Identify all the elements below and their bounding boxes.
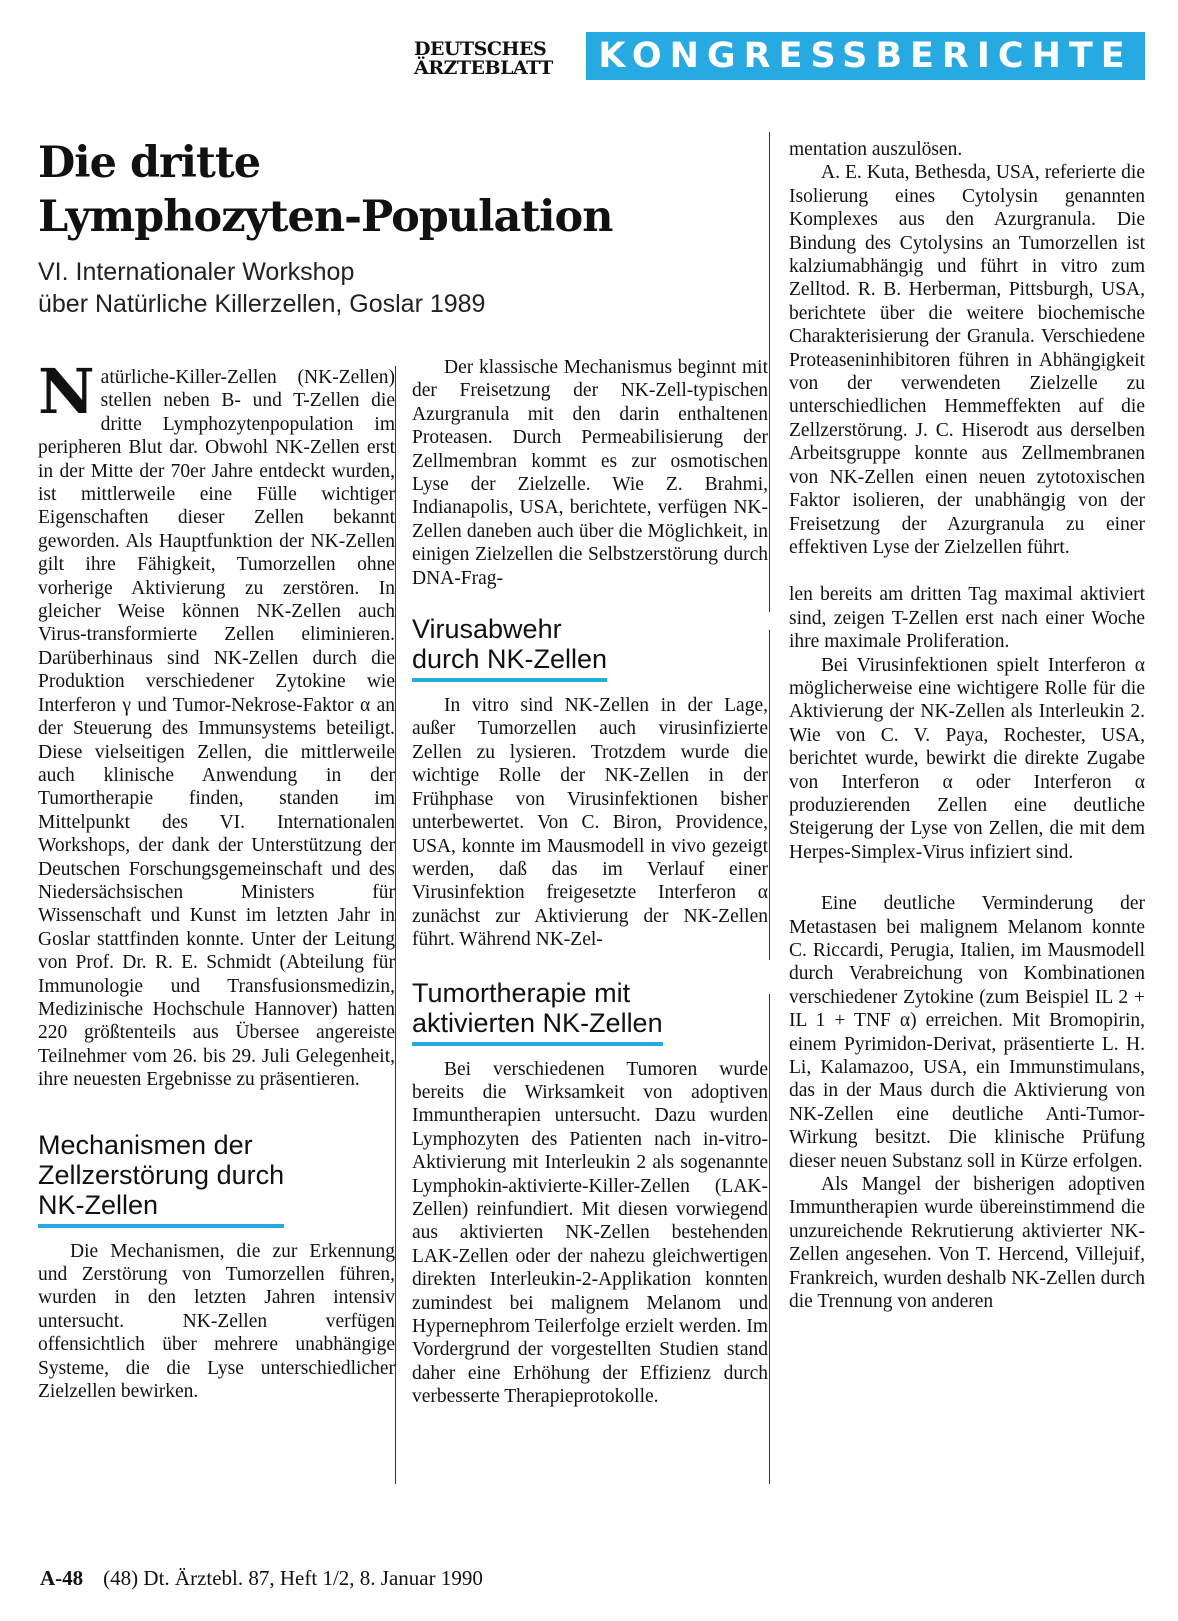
subtitle-line1: VI. Internationaler Workshop (38, 258, 355, 286)
title-line2: Lymphozyten-Population (38, 192, 613, 242)
heading-virusabwehr: Virusabwehr durch NK-Zellen (412, 614, 607, 682)
page-number: A-48 (40, 1566, 84, 1590)
column-2 (412, 356, 768, 1409)
masthead-line1: DEUTSCHES (414, 38, 547, 60)
citation: (48) Dt. Ärztebl. 87, Heft 1/2, 8. Januar 1990 (103, 1566, 483, 1590)
continuation-paragraph: mentation auszulösen. (789, 139, 963, 160)
column-3 (789, 138, 1145, 1314)
column-rule-3 (769, 630, 770, 960)
section-banner: KONGRESSBERICHTE (586, 32, 1145, 80)
tumortherapie-paragraph: Bei verschiedenen Tumoren wurde bereits die Wirksamkeit von adoptiven Immuntherapien untersucht. Dazu wurden Lymphozyten des Patienten nach in-vitro-Aktivierung mit Interleukin 2 als sogenannte Lymphokin-aktivierte-Killer-Zellen (LAK-Zellen) reinfundiert. Mit diesen vorwiegend aus aktivierten NK-Zellen bestehenden LAK-Zellen oder der nahezu gleichwertigen direkten Interleukin-2-Applikation konnten zumindest bei malignem Melanom und Hypernephrom Teilerfolge erzielt werden. Im Vordergrund der vorgestellten Studien stand daher eine Erhöhung der Effizienz durch verbesserte Therapieprotokolle. (412, 1058, 768, 1408)
article-title (38, 136, 612, 244)
proliferation-paragraph: len bereits am dritten Tag maximal aktiviert sind, zeigen T-Zellen erst nach einer Woche ihre maximale Proliferation. (789, 584, 1145, 653)
masthead-logo (414, 40, 553, 78)
column-rule-2 (769, 132, 770, 612)
title-line1: Die dritte (38, 138, 261, 188)
mangel-paragraph: Als Mangel der bisherigen adoptiven Immuntherapien wurde übereinstimmend die unzureichende Rekrutierung aktivierter NK-Zellen angesehen. Von T. Hercend, Villejuif, Frankreich, wurden deshalb NK-Zellen durch die Trennung von anderen (789, 1174, 1145, 1313)
article-subtitle (38, 256, 485, 320)
masthead-line2: ÄRZTEBLATT (414, 57, 553, 79)
mechanismus-paragraph: Der klassische Mechanismus beginnt mit der Freisetzung der NK-Zell-typischen Azurgranula mit den darin enthaltenen Proteasen. Durch Permeabilisierung der Zellmembran kommt es zur osmotischen Lyse der Zielzelle. Wie Z. Brahmi, Indianapolis, USA, berichtete, verfügen NK-Zellen daneben auch über die Möglichkeit, in einigen Zielzellen die Selbstzerstörung durch DNA-Frag- (412, 357, 768, 589)
subtitle-line2: über Natürliche Killerzellen, Goslar 1989 (38, 290, 486, 318)
mechanismen-paragraph: Die Mechanismen, die zur Erkennung und Zerstörung von Tumorzellen führen, wurden in den letzten Jahren intensiv untersucht. NK-Zellen verfügen offensichtlich über mehrere unabhängige Systeme, die die Lyse unterschiedlicher Zielzellen bewirken. (38, 1240, 395, 1403)
metastasen-paragraph: Eine deutliche Verminderung der Metastasen bei malignem Melanom konnte C. Riccardi, Perugia, Italien, im Mausmodell durch Verabreichung von Kombinationen verschiedener Zytokine (zum Beispiel IL 2 + IL 1 + TNF α) erreichen. Mit Bromopirin, einem Pyrimidon-Derivat, präsentierte L. H. Li, Kalamazoo, USA, ein Immunstimulans, das in der Maus durch die Aktivierung von NK-Zellen eine deutliche Anti-Tumor-Wirkung besitzt. Die klinische Prüfung dieser neuen Substanz soll in Kürze erfolgen. (789, 893, 1145, 1172)
virusabwehr-paragraph: In vitro sind NK-Zellen in der Lage, außer Tumorzellen auch virusinfizierte Zellen zu lysieren. Trotzdem wurde die wichtige Rolle der NK-Zellen in der Frühphase von Virusinfektionen bisher unterbewertet. Von C. Biron, Providence, USA, konnte im Mausmodell in vivo gezeigt werden, daß das im Verlauf einer Virusinfektion freigesetzte Interferon α zunächst zur Aktivierung der NK-Zellen führt. Während NK-Zel- (412, 695, 768, 951)
column-rule-1 (395, 366, 396, 1484)
intro-text: atürliche-Killer-Zellen (NK-Zellen) stellen neben B- und T-Zellen die dritte Lymphozytenpopulation im peripheren Blut dar. Obwohl NK-Zellen erst in der Mitte der 70er Jahre entdeckt wurden, ist mittlerweile eine Fülle wichtiger Eigenschaften dieser Zellen bekannt geworden. Als Hauptfunktion der NK-Zellen gilt ihre Fähigkeit, Tumorzellen ohne vorherige Aktivierung zu zerstören. In gleicher Weise können NK-Zellen auch Virus-transformierte Zellen eliminieren. Darüberhinaus sind NK-Zellen durch die Produktion verschiedener Zytokine wie Interferon γ und Tumor-Nekrose-Faktor α an der Steuerung des Immunsystems beteiligt. Diese vielseitigen Zellen, die mittlerweile auch klinische Anwendung in der Tumortherapie finden, standen im Mittelpunkt des VI. Internationalen Workshops, der dank der Unterstützung der Deutschen Forschungsgemeinschaft und des Niedersächsischen Ministers für Wissenschaft und Kunst im letzten Jahr in Goslar stattfinden konnte. Unter der Leitung von Prof. Dr. R. E. Schmidt (Abteilung für Immunologie und Transfusionsmedizin, Medizinische Hochschule Hannover) hatten 220 größtenteils aus Übersee angereiste Teilnehmer vom 26. bis 29. Juli Gelegenheit, ihre neuesten Ergebnisse zu präsentieren. (38, 367, 395, 1091)
drop-cap: N (38, 355, 95, 428)
heading-mechanismen: Mechanismen der Zellzerstörung durch NK-Zellen (38, 1130, 284, 1228)
column-rule-4 (769, 994, 770, 1484)
kuta-paragraph: A. E. Kuta, Bethesda, USA, referierte die Isolierung eines Cytolysin genannten Komplexes aus den Azurgranula. Die Bindung des Cytolysins an Tumorzellen ist kalziumabhängig und führt in vitro zum Zelltod. R. B. Herberman, Pittsburgh, USA, berichtete über die weitere biochemische Charakterisierung der Granula. Verschiedene Proteaseninhibitoren führen in Abhängigkeit von der verwendeten Zielzelle zu unterschiedlichen Hemmeffekten auf die Zellzerstörung. J. C. Hiserodt aus derselben Arbeitsgruppe konnte aus Zellmembranen von NK-Zellen einen neuen zytotoxischen Faktor isolieren, der unabhängig von der Freisetzung der Azurgranula zu einer effektiven Lyse der Zielzellen führt. (789, 162, 1145, 558)
heading-tumortherapie: Tumortherapie mit aktivierten NK-Zellen (412, 978, 663, 1046)
column-1 (38, 355, 395, 1403)
page-footer (40, 1566, 483, 1590)
interferon-paragraph: Bei Virusinfektionen spielt Interferon α möglicherweise eine wichtigere Rolle für die Aktivierung der NK-Zellen als Interleukin 2. Wie von C. V. Paya, Rochester, USA, berichtet wurde, bewirkt die direkte Zugabe von Interferon α oder Interferon α produzierenden Zellen eine deutliche Steigerung der Lyse von Zellen, die mit dem Herpes-Simplex-Virus infiziert sind. (789, 654, 1145, 863)
intro-paragraph (38, 355, 395, 1092)
